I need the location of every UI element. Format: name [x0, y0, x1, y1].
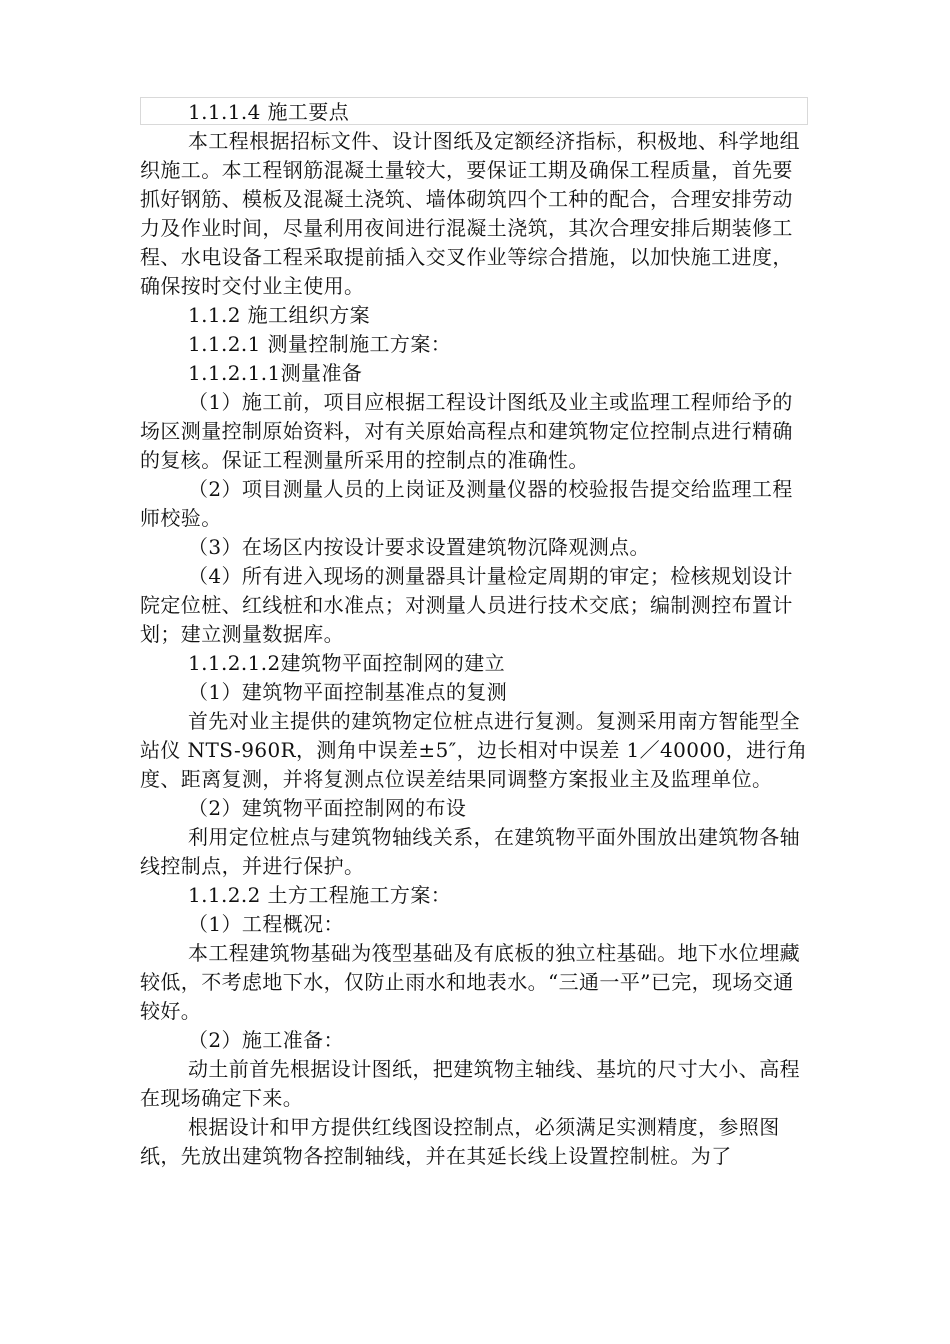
paragraph-preparation-2: 根据设计和甲方提供红线图设控制点，必须满足实测精度，参照图纸，先放出建筑物各控制轴线，并在其延长线上设置控制桩。为了 [140, 1115, 780, 1168]
section-heading-1-1-2: 1.1.2 施工组织方案 [188, 303, 371, 327]
subheading-project-overview: （1）工程概况： [188, 912, 344, 936]
paragraph-recheck: 首先对业主提供的建筑物定位桩点进行复测。复测采用南方智能型全站仪 NTS-960R，测角中误差±5″，边长相对中误差 1／40000，进行角度、距离复测，并将复测点位误差结果同调整方案报业主及监理单位。 [140, 709, 808, 791]
section-heading-1-1-2-1-1: 1.1.2.1.1测量准备 [188, 361, 363, 385]
list-item-1: （1）施工前，项目应根据工程设计图纸及业主或监理工程师给予的场区测量控制原始资料，对有关原始高程点和建筑物定位控制点进行精确的复核。保证工程测量所采用的控制点的准确性。 [140, 390, 793, 472]
section-heading-1-1-1-4: 1.1.1.4 施工要点 [188, 100, 350, 124]
paragraph-project-overview: 本工程建筑物基础为筏型基础及有底板的独立柱基础。地下水位埋藏较低，不考虑地下水，仅防止雨水和地表水。“三通一平”已完，现场交通较好。 [140, 941, 800, 1023]
section-heading-1-1-2-2: 1.1.2.2 土方工程施工方案： [188, 883, 452, 907]
subheading-construction-preparation: （2）施工准备： [188, 1028, 344, 1052]
subheading-control-network: （2）建筑物平面控制网的布设 [188, 796, 467, 820]
subheading-control-recheck: （1）建筑物平面控制基准点的复测 [188, 680, 508, 704]
list-item-2: （2）项目测量人员的上岗证及测量仪器的校验报告提交给监理工程师校验。 [140, 477, 793, 530]
paragraph-control-network: 利用定位桩点与建筑物轴线关系，在建筑物平面外围放出建筑物各轴线控制点，并进行保护。 [140, 825, 800, 878]
list-item-4: （4）所有进入现场的测量器具计量检定周期的审定；检核规划设计院定位桩、红线桩和水准点；对测量人员进行技术交底；编制测控布置计划；建立测量数据库。 [140, 564, 793, 646]
section-heading-1-1-2-1-2: 1.1.2.1.2建筑物平面控制网的建立 [188, 651, 506, 675]
section-heading-1-1-2-1: 1.1.2.1 测量控制施工方案： [188, 332, 452, 356]
list-item-3: （3）在场区内按设计要求设置建筑物沉降观测点。 [188, 535, 650, 559]
document-body [140, 98, 812, 1171]
paragraph-construction-points: 本工程根据招标文件、设计图纸及定额经济指标，积极地、科学地组织施工。本工程钢筋混凝土量较大，要保证工期及确保工程质量，首先要抓好钢筋、模板及混凝土浇筑、墙体砌筑四个工种的配合，合理安排劳动力及作业时间，尽量利用夜间进行混凝土浇筑，其次合理安排后期装修工程、水电设备工程采取提前插入交叉作业等综合措施，以加快施工进度，确保按时交付业主使用。 [140, 129, 800, 298]
paragraph-preparation-1: 动土前首先根据设计图纸，把建筑物主轴线、基坑的尺寸大小、高程在现场确定下来。 [140, 1057, 800, 1110]
